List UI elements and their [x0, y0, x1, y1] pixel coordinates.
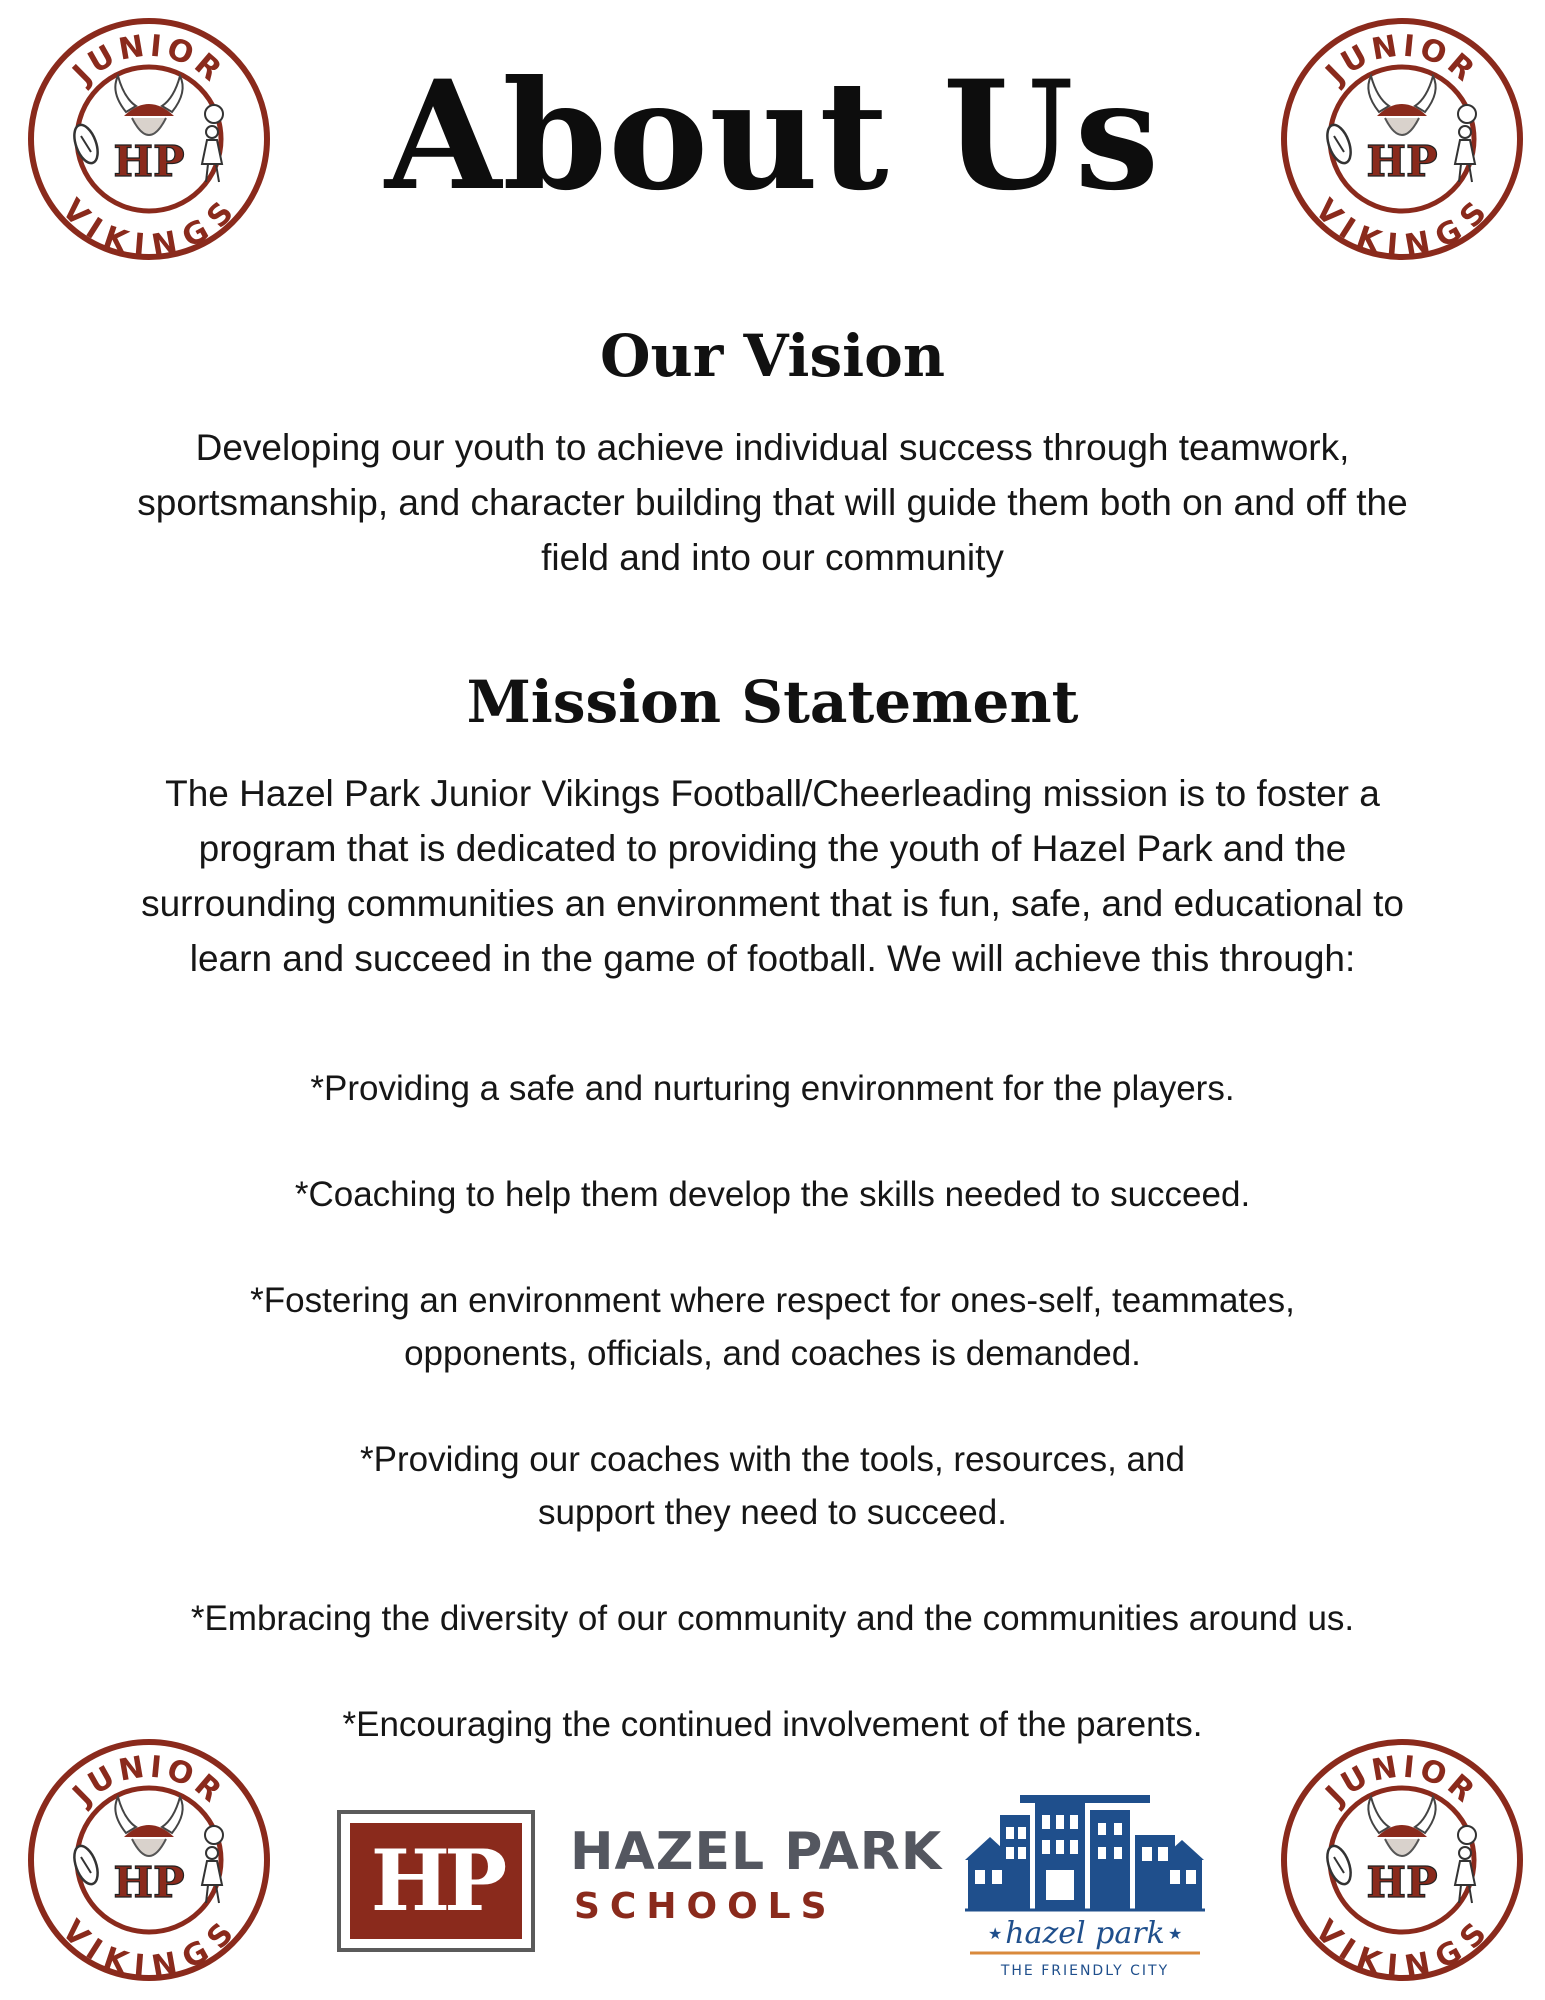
- city-tagline: THE FRIENDLY CITY: [1000, 1963, 1170, 1979]
- team-logo-bottom-right: [1277, 1735, 1527, 1985]
- mission-point: *Providing our coaches with the tools, resources, and support they need to succeed.: [360, 1440, 1185, 1532]
- star-icon: ★: [1168, 1926, 1183, 1943]
- mission-point: *Embracing the diversity of our community and the communities around us.: [190, 1599, 1355, 1638]
- logo-top-text: JUNIOR: [66, 28, 231, 92]
- team-logo-bottom-left: [24, 1735, 274, 1985]
- mission-point: *Providing a safe and nurturing environment for the players.: [310, 1069, 1235, 1108]
- mission-text: The Hazel Park Junior Vikings Football/Cheerleading mission is to foster a program that is dedicated to providing the youth of Hazel Park and the surrounding communities an environment that is fun, safe, and educational to learn and succeed in the game of football. We will achieve this through:: [141, 773, 1404, 979]
- star-icon: ★: [988, 1926, 1003, 1943]
- hazel-park-city-logo: [960, 1785, 1210, 1980]
- city-buildings-icon: [960, 1785, 1210, 1980]
- schools-subtitle: SCHOOLS: [574, 1886, 837, 1927]
- logo-top-text: JUNIOR: [1319, 1749, 1484, 1813]
- logo-bottom-text: VIKINGS: [1307, 192, 1497, 264]
- vision-heading: Our Vision: [600, 322, 945, 390]
- mission-point: *Coaching to help them develop the skills needed to succeed.: [294, 1175, 1251, 1214]
- mission-heading: Mission Statement: [466, 668, 1079, 736]
- mission-points-list: [60, 1062, 1485, 1804]
- mission-point: *Fostering an environment where respect for ones-self, teammates, opponents, officials, and coaches is demanded.: [250, 1281, 1295, 1373]
- logo-bottom-text: VIKINGS: [1307, 1913, 1497, 1985]
- hp-schools-mark: [337, 1810, 535, 1952]
- mission-point: *Encouraging the continued involvement of the parents.: [342, 1705, 1203, 1744]
- page-title: About Us: [384, 48, 1161, 224]
- city-script-text: hazel park: [1005, 1916, 1165, 1951]
- logo-top-text: JUNIOR: [1319, 28, 1484, 92]
- logo-bottom-text: VIKINGS: [54, 1913, 244, 1985]
- logo-bottom-text: VIKINGS: [54, 192, 244, 264]
- hp-mark-text: HP: [370, 1831, 502, 1930]
- vision-text: Developing our youth to achieve individual success through teamwork, sportsmanship, and character building that will guide them both on and off the field and into our community: [137, 427, 1408, 578]
- logo-top-text: JUNIOR: [66, 1749, 231, 1813]
- schools-name: HAZEL PARK: [570, 1822, 943, 1882]
